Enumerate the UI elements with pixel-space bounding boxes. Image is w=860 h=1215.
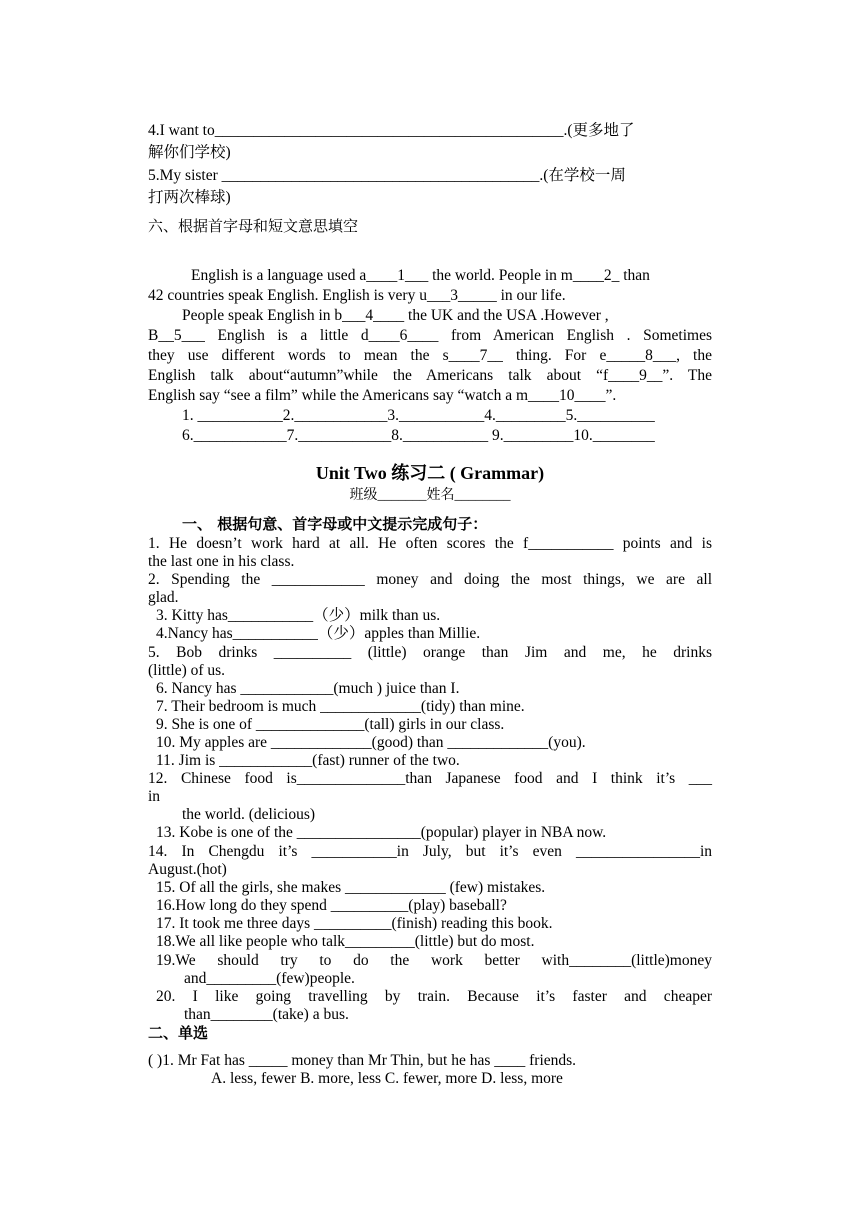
- question-6: 6. Nancy has ____________(much ) juice than I.: [156, 680, 460, 697]
- question-20-line-2: than________(take) a bus.: [184, 1006, 349, 1023]
- question-9: 9. She is one of ______________(tall) girls in our class.: [156, 716, 505, 733]
- question-1-line-1: 1. He doesn’t work hard at all. He often scores the f___________ points and is: [148, 535, 712, 552]
- answer-blanks-row-1: 1. ___________2.____________3.___________4._________5.__________: [182, 407, 655, 424]
- passage-line-5: they use different words to mean the s____7__ thing. For e_____8___, the: [148, 347, 712, 364]
- part-2-heading: 二、单选: [148, 1024, 209, 1042]
- question-7: 7. Their bedroom is much _____________(tidy) than mine.: [156, 698, 525, 715]
- question-12-line-1: 12. Chinese food is______________than Japanese food and I think it’s ___: [148, 770, 712, 787]
- question-17: 17. It took me three days __________(finish) reading this book.: [156, 915, 553, 932]
- question-2-line-1: 2. Spending the ____________ money and doing the most things, we are all: [148, 571, 712, 588]
- question-12-line-2: in: [148, 788, 161, 805]
- unit-title: Unit Two 练习二 ( Grammar): [315, 463, 545, 483]
- section-6-heading: 六、根据首字母和短文意思填空: [148, 217, 359, 235]
- question-13: 13. Kobe is one of the ________________(popular) player in NBA now.: [156, 824, 607, 841]
- passage-line-1: English is a language used a____1___ the world. People in m____2_ than: [191, 267, 650, 284]
- question-2-line-2: glad.: [148, 589, 179, 606]
- question-15: 15. Of all the girls, she makes _____________ (few) mistakes.: [156, 879, 546, 896]
- question-5-line-2: (little) of us.: [148, 662, 226, 679]
- question-19-line-2: and_________(few)people.: [184, 970, 355, 987]
- item-5-line-1: 5.My sister _________________________________________.(在学校一周: [148, 167, 626, 184]
- question-12-line-3: the world. (delicious): [182, 806, 316, 823]
- question-10: 10. My apples are _____________(good) than _____________(you).: [156, 734, 586, 751]
- passage-line-3: People speak English in b___4____ the UK and the USA .However ,: [182, 307, 609, 324]
- passage-line-6: English talk about“autumn”while the Americans talk about “f____9__”. The: [148, 367, 712, 384]
- question-3: 3. Kitty has___________（少）milk than us.: [156, 607, 441, 624]
- question-4: 4.Nancy has___________（少）apples than Millie.: [156, 625, 481, 642]
- item-4-line-2: 解你们学校): [148, 144, 231, 161]
- answer-blanks-row-2: 6.____________7.____________8.___________ 9._________10.________: [182, 427, 655, 444]
- question-14-line-2: August.(hot): [148, 861, 227, 878]
- class-name-line: 班级_______姓名________: [349, 488, 511, 503]
- question-20-line-1: 20. I like going travelling by train. Because it’s faster and cheaper: [156, 988, 712, 1005]
- item-4-line-1: 4.I want to_____________________________________________.(更多地了: [148, 122, 635, 139]
- item-5-line-2: 打两次棒球): [148, 189, 231, 206]
- question-1-line-2: the last one in his class.: [148, 553, 295, 570]
- question-19-line-1: 19.We should try to do the work better with________(little)money: [156, 952, 712, 969]
- question-18: 18.We all like people who talk_________(little) but do most.: [156, 933, 535, 950]
- part-1-heading: 一、 根据句意、首字母或中文提示完成句子：: [182, 515, 488, 533]
- passage-line-7: English say “see a film” while the Americans say “watch a m____10____”.: [148, 387, 617, 404]
- question-11: 11. Jim is ____________(fast) runner of the two.: [156, 752, 460, 769]
- passage-line-2: 42 countries speak English. English is very u___3_____ in our life.: [148, 287, 566, 304]
- question-5-line-1: 5. Bob drinks __________ (little) orange than Jim and me, he drinks: [148, 644, 712, 661]
- mc-question-1-options: A. less, fewer B. more, less C. fewer, more D. less, more: [211, 1070, 563, 1087]
- mc-question-1: ( )1. Mr Fat has _____ money than Mr Thin, but he has ____ friends.: [148, 1052, 577, 1069]
- question-14-line-1: 14. In Chengdu it’s ___________in July, but it’s even ________________in: [148, 843, 712, 860]
- question-16: 16.How long do they spend __________(play) baseball?: [156, 897, 507, 914]
- passage-line-4: B__5___ English is a little d____6____ from American English . Sometimes: [148, 327, 712, 344]
